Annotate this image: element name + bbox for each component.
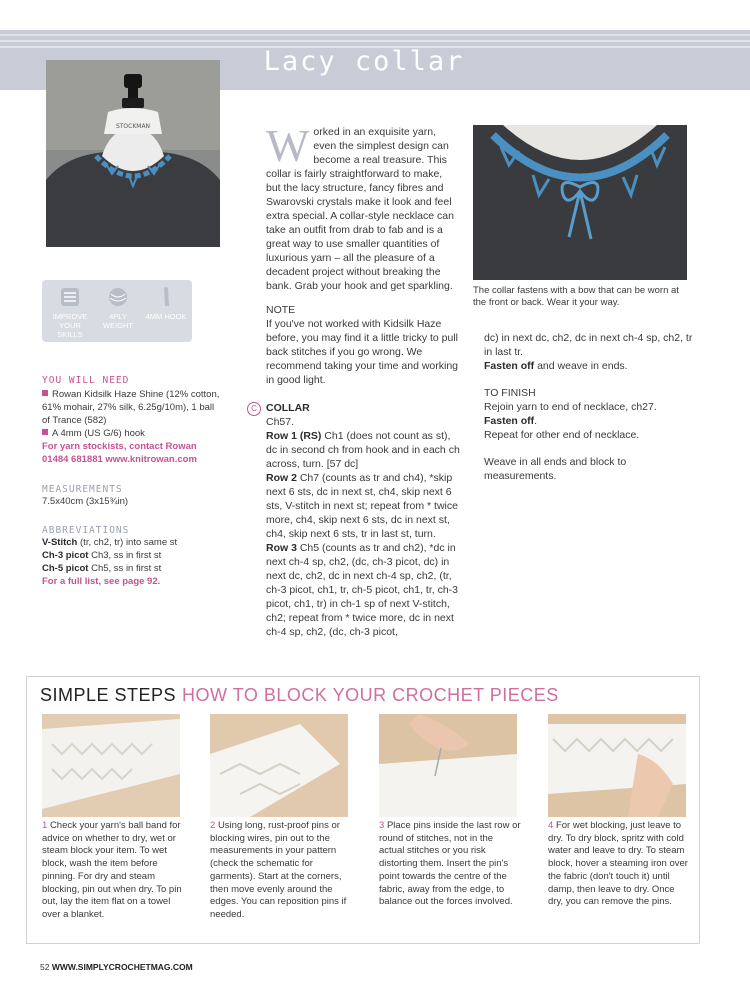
finish-line-3: Weave in all ends and block to measurements. xyxy=(484,456,627,482)
info-weight-label: 4PLY WEIGHT xyxy=(103,312,133,330)
collar-bow-photo xyxy=(473,125,687,280)
collar-row-1: Row 1 (RS) Ch1 (does not count as st), dc in second ch from hook and in each ch across, turn. [57 dc] xyxy=(266,430,460,470)
step-4-text: 4 For wet blocking, just leave to dry. To dry block, spritz with cold water and leave to dry. To steam block, hover a steaming iron over the fabric (don't touch it) until damp, then leave to dry. Once dry, you can remove the pins. xyxy=(548,820,688,908)
info-skills-label: IMPROVE YOUR SKILLS xyxy=(52,312,88,339)
mannequin-label: STOCKMAN xyxy=(115,123,151,130)
measurements-heading: MEASUREMENTS xyxy=(42,484,123,495)
mannequin-photo xyxy=(46,60,220,247)
sidebar xyxy=(42,375,220,588)
step-2-photo xyxy=(210,714,348,817)
you-will-need-item: Rowan Kidsilk Haze Shine (12% cotton, 61% mohair, 27% silk, 6.25g/10m), 1 ball of Trance (582) xyxy=(42,389,220,426)
steps-subtitle: HOW TO BLOCK YOUR CROCHET PIECES xyxy=(182,685,559,705)
step-1-text: 1 Check your yarn's ball band for advice on whether to dry, wet or steam block your item. To wet block, wash the item before pinning. For dry and steam blocking, pin out when dry. To pin out, lay the item flat on a towel over a blanket. xyxy=(42,820,182,920)
step-1-photo xyxy=(42,714,180,817)
abbreviation-item: Ch-3 picot Ch3, ss in first st xyxy=(42,550,162,561)
measurements-text: 7.5x40cm (3x15¾in) xyxy=(42,496,129,507)
simple-steps-title xyxy=(40,685,559,706)
collar-pattern xyxy=(266,401,461,639)
page-title: Lacy collar xyxy=(263,46,465,77)
collar-fasten-off: Fasten off and weave in ends. xyxy=(484,360,628,372)
full-list-link[interactable]: For a full list, see page 92. xyxy=(42,576,161,587)
page-footer xyxy=(40,962,193,972)
abbreviations-heading: ABBREVIATIONS xyxy=(42,525,130,536)
info-hook-label: 4MM HOOK xyxy=(145,312,187,321)
collar-row-2: Row 2 Ch7 (counts as tr and ch4), *skip next 6 sts, dc in next st, ch4, skip next 6 sts, V-stitch in next st; repeat from * twice more, ch4, skip next 6 sts, dc in next st, ch4, skip next 6 sts, tr in last st, turn. xyxy=(266,472,458,540)
page-number: 52 xyxy=(40,962,50,972)
collar-heading: COLLAR xyxy=(266,402,310,414)
finish-heading: TO FINISH xyxy=(484,387,536,399)
yarn-ball-icon xyxy=(107,286,129,308)
step-3-text: 3 Place pins inside the last row or round of stitches, not in the actual stitches or you risk distorting them. Insert the pin's point towards the centre of the fabric, away from the edge, to balance out the forces involved. xyxy=(379,820,521,908)
site-link[interactable]: WWW.SIMPLYCROCHETMAG.COM xyxy=(51,962,193,972)
crochet-c-icon: C xyxy=(247,402,261,416)
title-band-stripe xyxy=(0,34,750,36)
dropcap: W xyxy=(266,120,310,171)
collar-continued xyxy=(484,331,694,483)
note-block xyxy=(266,303,458,387)
step-4-photo xyxy=(548,714,686,817)
info-weight xyxy=(94,286,142,330)
skills-icon xyxy=(59,286,81,308)
you-will-need-item: A 4mm (US G/6) hook xyxy=(42,427,220,440)
finish-fasten-off: Fasten off. xyxy=(484,415,538,427)
finish-line-1: Rejoin yarn to end of necklace, ch27. xyxy=(484,401,657,413)
collar-row-3: Row 3 Ch5 (counts as tr and ch2), *dc in next ch-4 sp, ch2, (dc, ch-3 picot, dc) in next dc, ch2, dc in next ch-4 sp, ch2, (tr, ch-3 picot, ch1, tr, ch-5 picot, ch1, tr, ch-3 picot, ch1, tr) in ch-1 sp of next V-stitch, ch2; repeat from * twice more, dc in next ch-4 sp, ch2, (dc, ch-3 picot, xyxy=(266,542,459,638)
skill-info-strip xyxy=(42,280,192,342)
abbreviation-item: V-Stitch (tr, ch2, tr) into same st xyxy=(42,537,178,548)
step-3-photo xyxy=(379,714,517,817)
abbreviation-item: Ch-5 picot Ch5, ss in first st xyxy=(42,563,162,574)
note-text: If you've not worked with Kidsilk Haze before, you may find it a little tricky to pull back stitches if you go wrong. We recommend taking your time and working in good light. xyxy=(266,318,459,386)
you-will-need-heading: YOU WILL NEED xyxy=(42,375,130,386)
steps-title-text: SIMPLE STEPS xyxy=(40,685,177,705)
note-heading: NOTE xyxy=(266,304,296,316)
info-hook xyxy=(142,286,190,321)
photo-caption: The collar fastens with a bow that can be worn at the front or back. Wear it your way. xyxy=(473,285,679,308)
collar-continued-text: dc) in next dc, ch2, dc in next ch-4 sp, ch2, tr in last tr. xyxy=(484,332,693,358)
intro-paragraph: Worked in an exquisite yarn, even the simplest design can become a real treasure. This collar is fairly straightforward to make, but the lacy structure, fancy fibres and Swarovski crystals make it look and feel extra special. A collar-style necklace can take an outfit from drab to fab and is a great way to use smaller quantities of luxurious yarn – all the pleasure of a decadent project without breaking the bank. Grab your hook and get sparkling. xyxy=(266,120,454,292)
step-2-text: 2 Using long, rust-proof pins or blocking wires, pin out to the measurements in your pattern (check the schematic for garments). Start at the corners, then move evenly around the edges. You can reposition pins if needed. xyxy=(210,820,347,920)
collar-start: Ch57. xyxy=(266,416,295,428)
title-band-stripe xyxy=(0,40,750,42)
finish-line-2: Repeat for other end of necklace. xyxy=(484,429,640,441)
crochet-hook-icon xyxy=(155,286,177,308)
stockists-text: For yarn stockists, contact Rowan 01484 681881 www.knitrowan.com xyxy=(42,441,197,465)
info-skills xyxy=(46,286,94,339)
